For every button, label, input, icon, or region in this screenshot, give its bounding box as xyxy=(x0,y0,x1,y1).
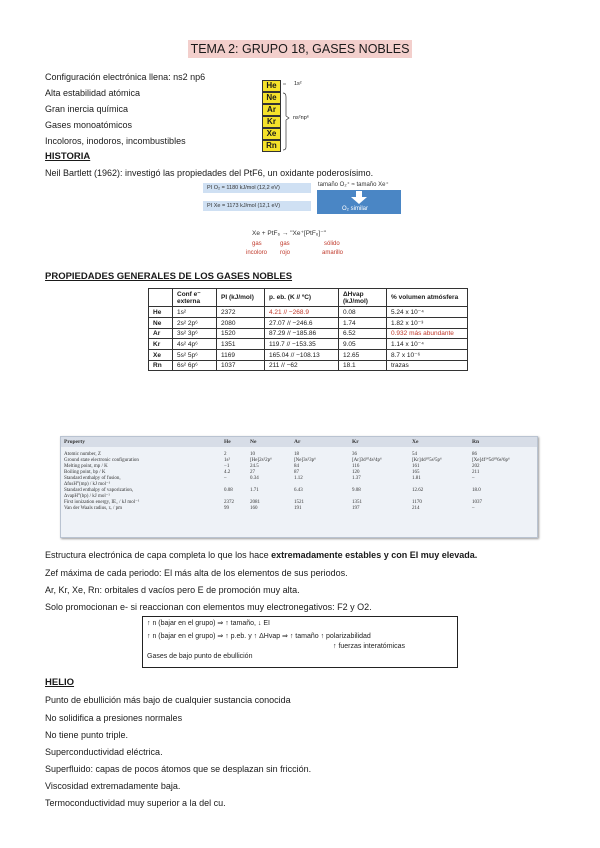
intro-line-2: Alta estabilidad atómica xyxy=(45,88,141,98)
note-line-4: Solo promocionan e- si reaccionan con elementos muy electronegativos: F2 y O2. xyxy=(45,602,372,612)
table-cell: 24.5 xyxy=(250,464,259,469)
color-label-3: amarillo xyxy=(322,250,344,256)
table-row xyxy=(149,339,468,350)
table-cell: 8.7 x 10⁻⁶ xyxy=(387,350,468,361)
table-cell: 1.81 xyxy=(412,476,421,481)
table-cell: 12.65 xyxy=(339,350,387,361)
state-label-1: gas xyxy=(252,241,262,247)
table-cell: 54 xyxy=(412,452,417,457)
table-cell: 0.08 xyxy=(224,488,233,493)
helio-heading: HELIO xyxy=(45,677,75,688)
table-cell: 116 xyxy=(352,464,360,469)
table-cell: 36 xyxy=(352,452,357,457)
table-cell: 161 xyxy=(412,464,420,469)
table-cell: 202 xyxy=(472,464,480,469)
properties-table xyxy=(148,288,468,371)
intro-line-3: Gran inercia química xyxy=(45,104,129,114)
note-line-1-bold: extremadamente estables y con EI muy elevada. xyxy=(271,550,478,560)
table-cell: 86 xyxy=(472,452,477,457)
table-cell: [Xe]4f¹⁴5d¹⁰6s²6p⁶ xyxy=(472,458,510,463)
bartlett-reaction: Xe + PtF₆ → "Xe⁺[PtF₆]⁻" xyxy=(252,230,326,237)
table-cell: 0.932 más abundante xyxy=(387,329,468,339)
table-cell: 99 xyxy=(224,506,229,511)
table-cell: 197 xyxy=(352,506,360,511)
table-cell: 1521 xyxy=(294,500,304,505)
table-cell: 120 xyxy=(352,470,360,475)
table-cell: ΔfusH°(mp) / kJ mol⁻¹ xyxy=(64,482,111,487)
page-title: TEMA 2: GRUPO 18, GASES NOBLES xyxy=(0,42,600,56)
table-cell: 1s² xyxy=(224,458,230,463)
bartlett-line-1: PI O₂ = 1180 kJ/mol (12,2 eV) xyxy=(203,183,311,193)
table-cell: 119.7 // −153.35 xyxy=(265,339,339,350)
table-header: PI (kJ/mol) xyxy=(217,289,265,307)
intro-line-4: Gases monoatómicos xyxy=(45,120,133,130)
table-cell: 1.37 xyxy=(352,476,361,481)
bartlett-line-2: PI Xe = 1173 kJ/mol (12,1 eV) xyxy=(203,201,311,211)
table-cell: Standard enthalpy of fusion, xyxy=(64,476,121,481)
table-header: He xyxy=(221,437,247,447)
table-cell: 2 xyxy=(224,452,227,457)
table-cell: He xyxy=(149,307,173,318)
table-cell: Kr xyxy=(149,339,173,350)
trend-row-2: ↑ n (bajar en el grupo) ⇒ ↑ p.eb. y ↑ ΔHvap ⇒ ↑ tamaño ↑ polarizabilidad xyxy=(147,633,371,640)
state-label-2: gas xyxy=(280,241,290,247)
table-header: Property xyxy=(61,437,221,447)
table-cell: 1170 xyxy=(412,500,422,505)
table-row xyxy=(149,329,468,339)
brace-label-rest: ns²np⁶ xyxy=(293,115,310,121)
table-cell: 4s² 4p⁶ xyxy=(173,339,217,350)
helio-line-6: Viscosidad extremadamente baja. xyxy=(45,781,181,791)
note-line-1 xyxy=(45,549,477,561)
bartlett-size-label: tamaño O₂⁺ ≈ tamaño Xe⁺ xyxy=(318,182,389,188)
helio-line-3: No tiene punto triple. xyxy=(45,730,129,740)
table-cell: First ionization energy, IE₁ / kJ mol⁻¹ xyxy=(64,500,140,505)
table-header: ΔHvap (kJ/mol) xyxy=(339,289,387,307)
table-cell: 214 xyxy=(412,506,420,511)
table-row xyxy=(149,318,468,329)
table-cell: ΔvapH°(bp) / kJ mol⁻¹ xyxy=(64,494,110,499)
table-cell: 1169 xyxy=(217,350,265,361)
propiedades-heading: PROPIEDADES GENERALES DE LOS GASES NOBLES xyxy=(45,271,293,282)
table-cell: 5.24 x 10⁻⁴ xyxy=(387,307,468,318)
table-cell: 0.08 xyxy=(339,307,387,318)
table-cell: 3s² 3p⁶ xyxy=(173,329,217,339)
note-line-2: Zef máxima de cada periodo: El más alta de los elementos de sus periodos. xyxy=(45,568,348,578)
table-cell: 2s² 2p⁶ xyxy=(173,318,217,329)
element-box-rn: Rn xyxy=(262,140,281,152)
table-cell: 1351 xyxy=(217,339,265,350)
table-header: Ar xyxy=(291,437,349,447)
table-row xyxy=(149,307,468,318)
table-header: Xe xyxy=(409,437,469,447)
table-cell: 2080 xyxy=(217,318,265,329)
table-cell: 4.2 xyxy=(224,470,231,475)
property-comparison-panel xyxy=(60,436,538,538)
table-cell: Boiling point, bp / K xyxy=(64,470,106,475)
trend-summary-box xyxy=(142,616,458,668)
table-cell: 1.82 x 10⁻³ xyxy=(387,318,468,329)
table-cell: 10 xyxy=(250,452,255,457)
table-cell: 1351 xyxy=(352,500,362,505)
trend-row-4: Gases de bajo punto de ebullición xyxy=(147,653,253,660)
element-column xyxy=(262,80,281,152)
table-cell: [He]2s²2p⁶ xyxy=(250,458,272,463)
helio-line-5: Superfluido: capas de pocos átomos que se desplazan sin fricción. xyxy=(45,764,312,774)
table-cell: 1520 xyxy=(217,329,265,339)
table-cell: 18.1 xyxy=(339,361,387,371)
table-cell: 211 // −62 xyxy=(265,361,339,371)
property-comparison-table xyxy=(61,437,537,512)
table-cell: Ground state electronic configuration xyxy=(64,458,139,463)
table-cell: 160 xyxy=(250,506,258,511)
table-cell: 165 xyxy=(412,470,420,475)
table-cell: [Kr]4d¹⁰5s²5p⁶ xyxy=(412,458,442,463)
table-cell: −1 xyxy=(224,464,230,469)
table-cell: 5s² 5p⁶ xyxy=(173,350,217,361)
element-box-ne: Ne xyxy=(262,92,281,104)
table-cell: 6.52 xyxy=(339,329,387,339)
table-cell: 9.08 xyxy=(352,488,361,493)
table-cell: 6s² 6p⁶ xyxy=(173,361,217,371)
state-label-3: sólido xyxy=(324,241,340,247)
table-cell: Standard enthalpy of vaporization, xyxy=(64,488,134,493)
trend-row-1: ↑ n (bajar en el grupo) ⇒ ↑ tamaño, ↓ EI xyxy=(147,620,270,627)
table-header-row xyxy=(61,437,537,447)
table-header: Rn xyxy=(469,437,537,447)
helio-line-4: Superconductividad eléctrica. xyxy=(45,747,163,757)
table-cell: – xyxy=(472,476,475,481)
element-box-xe: Xe xyxy=(262,128,281,140)
table-cell: Ar xyxy=(149,329,173,339)
down-arrow-icon xyxy=(349,191,369,205)
table-cell: – xyxy=(472,506,475,511)
table-cell: 2372 xyxy=(224,500,234,505)
table-cell: Xe xyxy=(149,350,173,361)
element-box-he: He xyxy=(262,80,281,92)
table-cell: trazas xyxy=(387,361,468,371)
table-header xyxy=(149,289,173,307)
intro-line-5: Incoloros, inodoros, incombustibles xyxy=(45,136,186,146)
intro-line-1: Configuración electrónica llena: ns2 np6 xyxy=(45,72,206,82)
table-cell: 1037 xyxy=(217,361,265,371)
bartlett-arrow-label: O₂ similar xyxy=(342,206,368,212)
table-cell: – xyxy=(224,476,227,481)
color-label-1: incoloro xyxy=(246,250,268,256)
table-cell: 87 xyxy=(294,470,299,475)
color-label-2: rojo xyxy=(280,250,291,256)
historia-text: Neil Bartlett (1962): investigó las propiedades del PtF6, un oxidante poderosísimo. xyxy=(45,168,374,178)
table-cell: 87.29 // −185.86 xyxy=(265,329,339,339)
table-cell: 12.62 xyxy=(412,488,424,493)
table-cell: 4.21 // −268.9 xyxy=(265,307,339,318)
table-cell: Rn xyxy=(149,361,173,371)
table-cell: 1.12 xyxy=(294,476,303,481)
table-cell: 9.05 xyxy=(339,339,387,350)
table-cell: Atomic number, Z xyxy=(64,452,101,457)
table-header: Conf e⁻ externa xyxy=(173,289,217,307)
table-header: p. eb. (K // ºC) xyxy=(265,289,339,307)
table-cell: [Ne]3s²3p⁶ xyxy=(294,458,316,463)
table-cell: [Ar]3d¹⁰4s²4p⁶ xyxy=(352,458,382,463)
table-cell: 18 xyxy=(294,452,299,457)
helio-line-1: Punto de ebullición más bajo de cualquier sustancia conocida xyxy=(45,695,291,705)
table-cell: Ne xyxy=(149,318,173,329)
historia-heading: HISTORIA xyxy=(45,151,91,162)
table-cell: 27 xyxy=(250,470,255,475)
table-row xyxy=(149,350,468,361)
note-line-3: Ar, Kr, Xe, Rn: orbitales d vacíos pero E de promoción muy alta. xyxy=(45,585,300,595)
helio-line-2: No solidifica a presiones normales xyxy=(45,713,183,723)
table-cell: 1.71 xyxy=(250,488,259,493)
note-line-1-text: Estructura electrónica de capa completa lo que los hace xyxy=(45,550,272,560)
table-cell: Van der Waals radius, rᵥ / pm xyxy=(64,506,123,511)
table-cell: 6.43 xyxy=(294,488,303,493)
table-cell: Melting point, mp / K xyxy=(64,464,108,469)
element-box-kr: Kr xyxy=(262,116,281,128)
element-box-ar: Ar xyxy=(262,104,281,116)
table-header-row xyxy=(149,289,468,307)
table-cell: 191 xyxy=(294,506,302,511)
table-cell: 2081 xyxy=(250,500,260,505)
table-header: Kr xyxy=(349,437,409,447)
table-cell: 211 xyxy=(472,470,480,475)
table-row xyxy=(61,506,537,512)
table-header: % volumen atmósfera xyxy=(387,289,468,307)
helio-line-7: Termoconductividad muy superior a la del cu. xyxy=(45,798,226,808)
table-cell: 1.14 x 10⁻⁴ xyxy=(387,339,468,350)
table-cell: 27.07 // −246.6 xyxy=(265,318,339,329)
brace-label-he: 1s² xyxy=(294,81,302,87)
trend-row-3: ↑ fuerzas interatómicas xyxy=(333,643,405,650)
table-cell: 84 xyxy=(294,464,299,469)
table-cell: 1037 xyxy=(472,500,482,505)
table-cell: 0.34 xyxy=(250,476,259,481)
table-cell: 18.0 xyxy=(472,488,481,493)
table-cell: 2372 xyxy=(217,307,265,318)
table-header: Ne xyxy=(247,437,291,447)
table-cell: 1s² xyxy=(173,307,217,318)
table-cell: 165.04 // −108.13 xyxy=(265,350,339,361)
table-cell: 1.74 xyxy=(339,318,387,329)
table-row xyxy=(149,361,468,371)
